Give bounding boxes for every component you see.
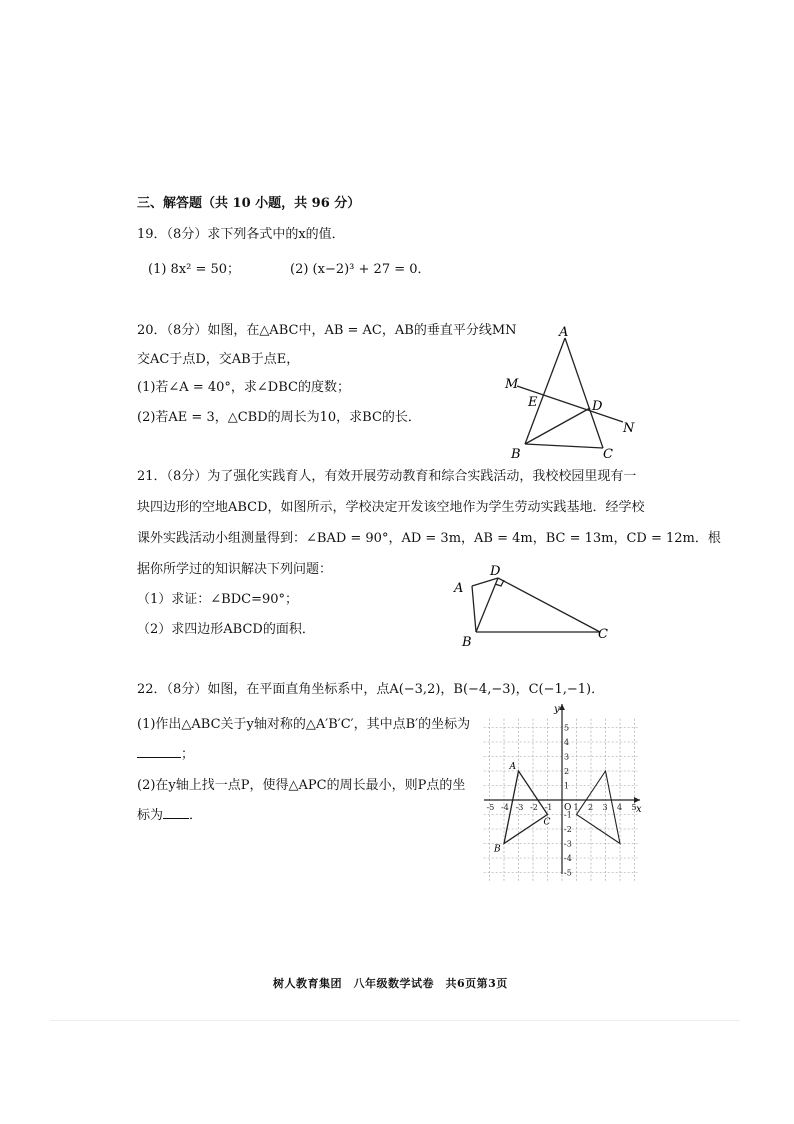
x-tick-label: -4 <box>501 803 509 812</box>
x-tick-label: 5 <box>631 803 637 812</box>
x-tick-label: 2 <box>588 803 594 812</box>
q22-part1: (1)作出△ABC关于y轴对称的△A′B′C′，其中点B′的坐标为 <box>137 717 471 732</box>
q20-part1: (1)若∠A = 40°，求∠DBC的度数； <box>137 380 350 395</box>
q22-part2-end: ． <box>189 808 203 823</box>
q22-part1-end: ； <box>181 747 195 762</box>
x-tick-label: 1 <box>573 803 579 812</box>
y-tick-label: 3 <box>564 752 570 762</box>
bottom-divider <box>50 1020 740 1021</box>
q22-y-arrow <box>559 704 565 710</box>
q20-part2: (2)若AE = 3，△CBD的周长为10，求BC的长． <box>137 410 421 425</box>
q20-line2: 交AC于点D，交AB于点E， <box>137 352 300 367</box>
page-footer: 树人教育集团 八年级数学试卷 共6页第3页 <box>273 977 508 990</box>
q20-segment-bc <box>525 444 603 448</box>
q21-segment-ad <box>472 578 498 586</box>
q22-triangle-reflection <box>577 771 621 844</box>
q22-point-a-label: A <box>509 762 516 772</box>
q19-part2: (2) (x−2)³ + 27 = 0． <box>290 262 431 277</box>
y-tick-label: -1 <box>564 810 572 820</box>
q20-label-n: N <box>623 421 635 436</box>
q21-segment-ab <box>472 586 476 632</box>
y-tick-label: 4 <box>564 738 570 747</box>
q20-label-a: A <box>559 325 569 340</box>
q21-label-a: A <box>454 581 464 596</box>
y-tick-label: -5 <box>564 868 572 878</box>
q22-part2-answer-line <box>137 808 202 824</box>
q22-triangle-abc <box>504 771 548 844</box>
q21-label-b: B <box>462 635 472 650</box>
q21-label-d: D <box>490 564 501 579</box>
x-tick-label: -1 <box>544 803 553 812</box>
q22-part2: (2)在y轴上找一点P，使得△APC的周长最小，则P点的坐 <box>137 778 466 793</box>
q21-label-c: C <box>598 627 608 642</box>
q21-line3: 课外实践活动小组测量得到：∠BAD = 90°，AD = 3m，AB = 4m，BC = 13m，CD = 12m．根 <box>137 531 721 546</box>
section-title: 三、解答题（共 10 小题，共 96 分） <box>137 196 361 211</box>
q22-origin-label: O <box>564 803 572 813</box>
q22-coordinate-grid <box>484 702 646 880</box>
q21-quadrilateral-figure <box>450 562 620 652</box>
q21-part1: （1）求证：∠BDC=90°； <box>137 592 299 607</box>
q21-segment-bd <box>476 578 498 632</box>
y-tick-label: 2 <box>564 767 570 776</box>
q21-part2: （2）求四边形ABCD的面积． <box>137 622 315 637</box>
q21-segment-dc <box>498 578 600 632</box>
y-tick-label: -3 <box>564 839 572 849</box>
q20-label-e: E <box>528 395 538 410</box>
x-tick-label: 3 <box>602 803 608 812</box>
q20-label-m: M <box>505 377 519 392</box>
q19-part1: (1) 8x² = 50； <box>148 262 241 277</box>
q22-part1-blank[interactable] <box>137 757 181 758</box>
q22-part2-line2: 标为 <box>137 808 164 823</box>
q22-part1-answer-line <box>137 747 194 763</box>
q20-label-b: B <box>511 447 521 462</box>
q22-part2-blank[interactable] <box>163 818 189 819</box>
q22-y-label: y <box>554 704 560 715</box>
x-tick-label: -3 <box>515 803 524 812</box>
q22-point-c-label: C <box>543 817 551 828</box>
q20-label-c: C <box>603 447 613 462</box>
y-tick-label: 1 <box>564 781 570 791</box>
y-tick-label: -2 <box>564 825 572 834</box>
q20-segment-ac <box>565 338 603 448</box>
q20-label-d: D <box>592 399 603 414</box>
q21-line2: 块四边形的空地ABCD，如图所示，学校决定开发该空地作为学生劳动实践基地．经学校 <box>137 500 645 515</box>
q22-point-b-label: B <box>494 844 501 855</box>
q21-line1: 21．（8分）为了强化实践育人，有效开展劳动教育和综合实践活动，我校校园里现有一 <box>137 469 637 484</box>
q19-stem: 19．（8分）求下列各式中的x的值． <box>137 227 345 242</box>
x-tick-label: 4 <box>617 803 623 812</box>
q20-triangle-figure <box>495 322 645 462</box>
x-tick-label: -2 <box>530 803 538 812</box>
q22-x-label: x <box>636 804 642 815</box>
q22-stem: 22．（8分）如图，在平面直角坐标系中，点A(−3,2)，B(−4,−3)，C(−1,−1)． <box>137 682 605 697</box>
q20-line1: 20．（8分）如图，在△ABC中，AB = AC，AB的垂直平分线MN <box>137 323 517 338</box>
x-tick-label: -5 <box>486 803 495 812</box>
q21-line4: 据你所学过的知识解决下列问题： <box>137 562 333 577</box>
y-tick-label: -4 <box>564 854 572 863</box>
q20-segment-bd <box>525 408 590 444</box>
y-tick-label: 5 <box>564 723 570 733</box>
